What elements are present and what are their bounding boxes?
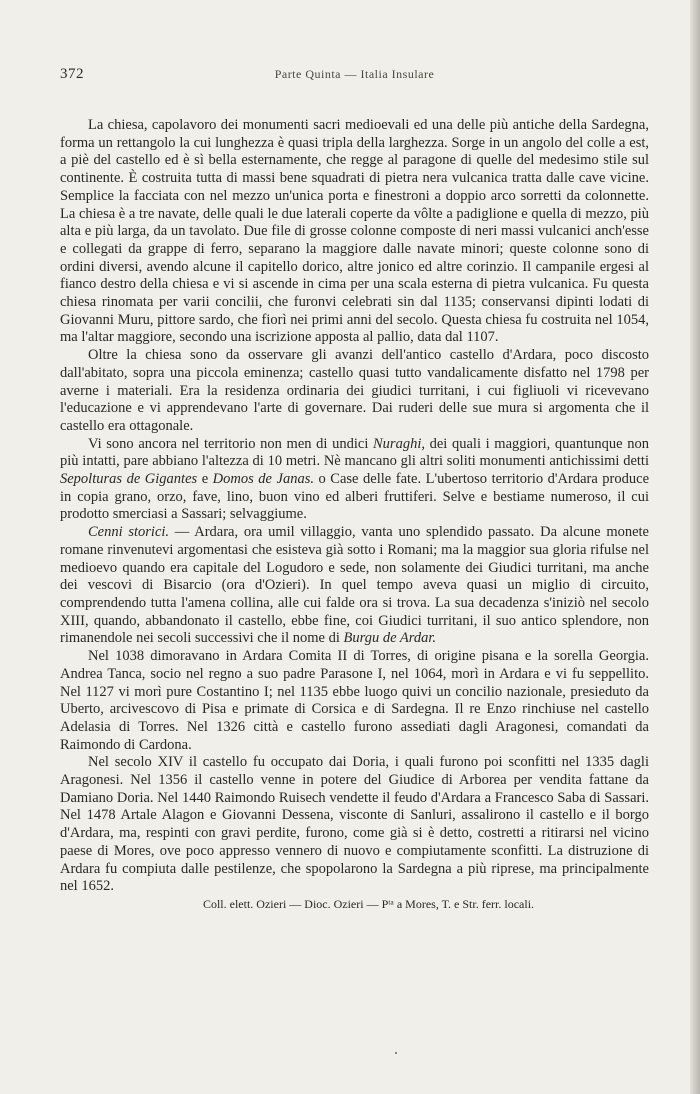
text-run: e [197, 471, 213, 488]
paragraph [60, 648, 649, 754]
body-text [60, 117, 649, 914]
paragraph [60, 524, 649, 648]
ink-speck [395, 1052, 397, 1054]
text-run: Oltre la chiesa sono da osservare gli avanzi dell'antico castello d'Ardara, poco discosto dall'abitato, sopra una piccola eminenza; castello quasi tutto vandalicamente disfatto nel 1798 per averne i materiali. Era la residenza ordinaria dei giudici turritani, i cui figliuoli vi ricevevano l'educazione e vi apprendevano l'arte di governare. Dai ruderi delle sue mura si argomenta che il castello era ottagonale. [60, 347, 649, 434]
italic-text: Nuraghi, [373, 435, 425, 452]
italic-text: Domos de Janas. [212, 471, 314, 488]
footer-line: Coll. elett. Ozieri — Dioc. Ozieri — Pᵗᵃ a Mores, T. e Str. ferr. locali. [202, 896, 535, 911]
page-number: 372 [60, 66, 84, 82]
italic-text: Sepolturas de Gigantes [60, 471, 198, 488]
paragraph [60, 347, 649, 436]
paragraph [60, 754, 649, 896]
text-run: Nel 1038 dimoravano in Ardara Comita II di Torres, di origine pisana e la sorella Georgia. Andrea Tanca, socio nel regno a suo padre Parasone I, nel 1064, morì in Ardara e vi fu seppellito. Nel 1127 vi morì pure Costantino I; nel 1135 ebbe luogo quivi un concilio nazionale, presieduto da Uberto, arcivescovo di Pisa e primate di Corsica e di Sardegna. Il re Enzo rinchiuse nel castello Adelasia di Torres. Nel 1326 città e castello furono assediati dagli Aragonesi, comandati da Raimondo di Cardona. [60, 648, 649, 753]
text-run: Nel secolo XIV il castello fu occupato dai Doria, i quali furono poi sconfitti nel 1335 dagli Aragonesi. Nel 1356 il castello venne in potere del Giudice di Arborea per vendita fattane da Damiano Doria. Nel 1440 Raimondo Ruisech vendette il feudo d'Ardara a Francesco Saba di Sassari. Nel 1478 Artale Alagon e Giovanni Dessena, visconte di Sanluri, assalirono il castello e il borgo d'Ardara, ma, respinti con gravi perdite, furono, come già si è detto, costretti a ritirarsi nel vicino paese di Mores, ove poco appresso vennero di nuovo e compiutamente sconfitti. La distruzione di Ardara fu compiuta dalle pestilenze, che spopolarono la Sardegna a più riprese, ma principalmente nel 1652. [60, 754, 649, 895]
text-run: — Ardara, ora umil villaggio, vanta uno splendido passato. Da alcune monete romane rinvenutevi argomentasi che esisteva già sotto i Romani; ma la maggior sua gloria rifulse nel medioevo quando era capitale del Logudoro e sede, non solamente dei Giudici turritani, ma anche dei vescovi di Bisarcio (ora d'Ozieri). In quel tempo aveva quasi un miglio di circuito, comprendendo tutta l'amena collina, alle cui falde ora si trova. La sua decadenza s'iniziò nel secolo XIII, quando, abbandonato il castello, ebbe fine, coi Giudici turritani, il suo antico splendore, non rimanendole nei secoli successivi che il nome di [60, 524, 649, 647]
running-title: Parte Quinta — Italia Insulare [274, 67, 435, 81]
italic-text: Burgu de Ardar. [343, 630, 436, 647]
text-run: dei quali i maggiori, quantunque non più intatti, pare abbiano l'altezza di 10 metri. Nè mancano gli altri soliti monumenti antichissimi detti [60, 435, 649, 470]
page-header [60, 66, 649, 86]
page-edge-shadow [690, 0, 700, 1094]
italic-text: Cenni storici. [88, 524, 170, 541]
text-run: o Case delle fate. L'ubertoso territorio d'Ardara produce in copia grano, orzo, fave, lino, buon vino ed alberi fruttiferi. Selve e bestiame numeroso, il cui prodotto smerciasi a Sassari; selvaggiume. [60, 471, 650, 523]
text-run: La chiesa, capolavoro dei monumenti sacri medioevali ed una delle più antiche della Sardegna, forma un rettangolo la cui lunghezza è quasi tripla della larghezza. Sorge in un angolo del colle a est, a piè del castello ed è sì bella esternamente, che regge al paragone di quelle del medesimo stile sul continente. È costruita tutta di massi bene squadrati di pietra nera vulcanica tratta dalle cave vicine. Semplice la facciata con nel mezzo un'unica porta e finestroni a doppio arco sorretti da colonnette. La chiesa è a tre navate, delle quali le due laterali coperte da vôlte a padiglione e quella di mezzo, più alta e più larga, da un tavolato. Due file di grosse colonne composte di neri massi vulcanici anch'esse e collegati da grappe di ferro, separano la maggiore dalle navate minori; queste colonne sono di ordini diversi, avendo alcune il capitello dorico, altre jonico ed altre corinzio. Il campanile ergesi al fianco destro della chiesa e vi si ascende in cima per una scala esterna di pietra vulcanica. Fu questa chiesa rinomata per varii concilii, che furonvi celebrati sin dal 1135; conservansi dipinti lodati di Giovanni Muru, pittore sardo, che fiorì nei primi anni del secolo. Questa chiesa fu costruita nel 1054, ma l'altar maggiore, secondo una iscrizione apposta al pallio, data dal 1107. [60, 117, 649, 346]
text-run: Vi sono ancora nel territorio non men di undici [88, 435, 373, 452]
paragraph [60, 436, 649, 525]
paragraph [60, 117, 649, 347]
